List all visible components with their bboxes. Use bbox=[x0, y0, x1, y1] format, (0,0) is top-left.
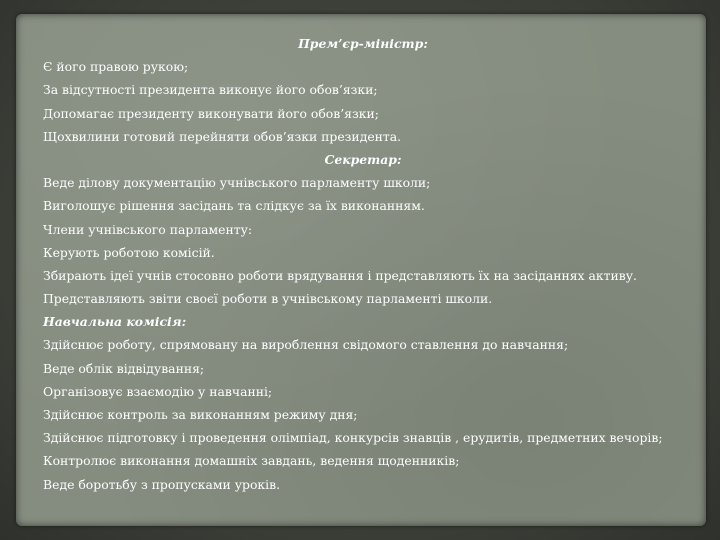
text-line: Представляють звіти своєї роботи в учнівському парламенті школи. bbox=[43, 291, 493, 307]
heading-prime-minister: Прем’єр-міністр: bbox=[298, 36, 428, 51]
slide-content bbox=[43, 36, 683, 500]
text-line: Здійснює роботу, спрямовану на вироблення свідомого ставлення до навчання; bbox=[43, 337, 569, 353]
text-line: За відсутності президента виконує його обов’язки; bbox=[43, 82, 378, 98]
text-line: Веде ділову документацію учнівського парламенту школи; bbox=[43, 175, 431, 191]
text-line: Веде облік відвідування; bbox=[43, 360, 205, 376]
text-line: Керують роботою комісій. bbox=[43, 244, 215, 260]
text-line: Збирають ідеї учнів стосовно роботи врядування і представляють їх на засіданнях активу. bbox=[43, 267, 637, 283]
text-line: Здійснює підготовку і проведення олімпіад, конкурсів знавців , ерудитів, предметних вечорів; bbox=[43, 430, 663, 446]
text-line: Контролює виконання домашніх завдань, ведення щоденників; bbox=[43, 453, 460, 469]
text-line: Веде боротьбу з пропусками уроків. bbox=[43, 476, 281, 492]
text-line: Члени учнівського парламенту: bbox=[43, 221, 253, 237]
text-line: Виголошує рішення засідань та слідкує за їх виконанням. bbox=[43, 198, 425, 214]
text-line: Щохвилини готовий перейняти обов’язки президента. bbox=[43, 128, 402, 144]
text-line: Здійснює контроль за виконанням режиму дня; bbox=[43, 407, 358, 422]
heading-secretary: Секретар: bbox=[324, 151, 402, 167]
text-line: Організовує взаємодію у навчанні; bbox=[43, 383, 273, 399]
text-line: Допомагає президенту виконувати його обов’язки; bbox=[43, 105, 379, 121]
text-line: Є його правою рукою; bbox=[43, 59, 189, 75]
heading-education-commission: Навчальна комісія: bbox=[43, 314, 187, 330]
